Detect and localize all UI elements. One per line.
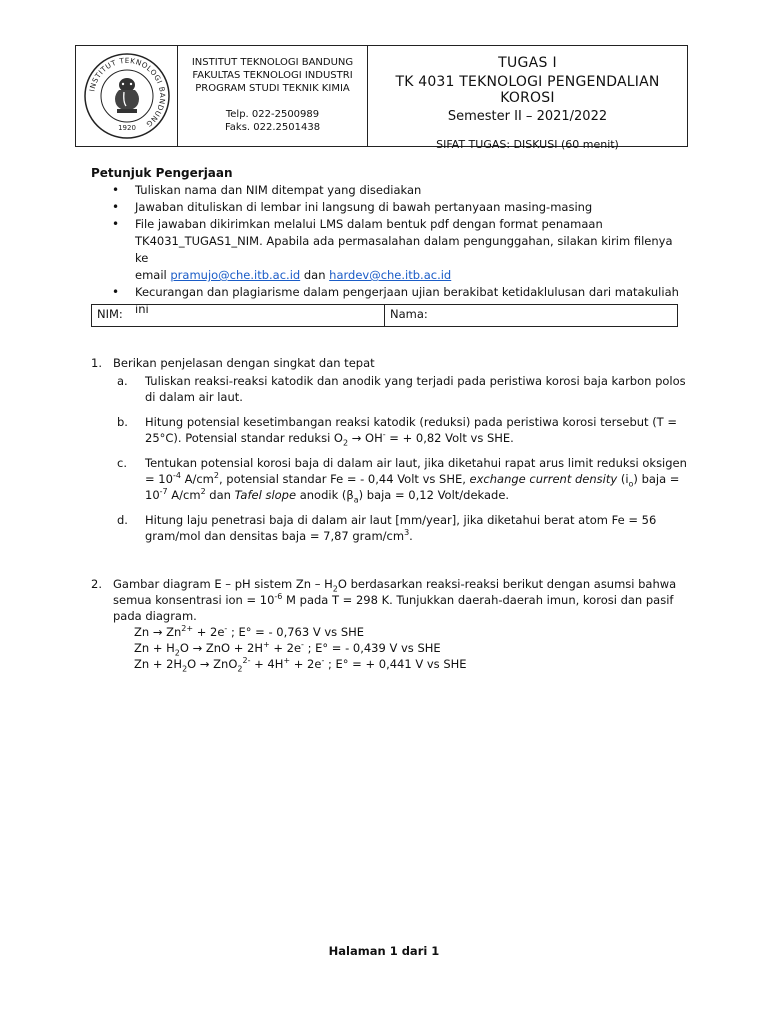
instruction-item: • Kecurangan dan plagiarisme dalam pengerjaan ujian berakibat ketidaklulusan dari matakuliah ini: [112, 284, 682, 318]
nim-field[interactable]: [92, 305, 385, 326]
assignment-nature: SIFAT TUGAS: DISKUSI (60 menit): [436, 138, 619, 151]
semester: Semester II – 2021/2022: [447, 109, 608, 124]
subquestion-d: d. Hitung laju penetrasi baja di dalam air laut [mm/year], jika diketahui berat atom Fe = 56 gram/mol dan densitas baja = 7,87 gram/$cm^3$.: [117, 513, 657, 543]
program-name: PROGRAM STUDI TEKNIK KIMIA: [195, 83, 350, 94]
header-table: [75, 45, 688, 151]
subquestion-c: c. Tentukan potensial korosi baja di dalam air laut, jika diketahui rapat arus limit reduksi oksigen = $10^{-4}$ $A/cm^2$, potensial standar Fe = - 0,44 Volt vs SHE, exchange current density $(i_o)$ baja = $10^{-7}$ $A/cm^2$ dan Tafel slope anodik $(\beta_a)$ baja = 0,12 Volt/dekade.: [117, 456, 687, 505]
reaction-2: $Zn + H_2O$ → ZnO + 2H+ + 2e- ; E° = - 0,439 V vs SHE: [134, 640, 441, 658]
institution-cell: [178, 46, 368, 146]
instructions-title: Petunjuk Pengerjaan: [91, 166, 233, 180]
question-number: 2.: [91, 577, 102, 591]
faculty-name: FAKULTAS TEKNOLOGI INDUSTRI: [192, 70, 353, 81]
question-2: [91, 576, 691, 672]
subquestion-b: b. Hitung potensial kesetimbangan reaksi katodik (reduksi) pada peristiwa korosi tersebut (T = 25°C). Potensial standar reduksi $O_2 \to OH^-$ = + 0,82 Volt vs SHE.: [117, 415, 677, 448]
reaction-1: $Zn \to Zn^{2+} + 2e^-$ ; E° = - 0,763 V vs SHE: [134, 624, 365, 639]
logo-cell: [76, 46, 178, 146]
question-text: Berikan penjelasan dengan singkat dan tepat: [113, 356, 375, 370]
logo-ring-text: INSTITUT TEKNOLOGI BANDUNG: [86, 55, 167, 130]
fax-number: Faks. 022.2501438: [224, 122, 321, 133]
question-1: [91, 355, 691, 544]
question-text: Gambar diagram E – pH sistem Zn – $H_2O$ berdasarkan reaksi-reaksi berikut dengan asumsi bahwa semua konsentrasi ion = $10^{-6}$ M pada T = 298 K. Tunjukkan daerah-daerah imun, korosi dan pasif pada diagram.: [113, 577, 677, 623]
instruction-item: • Jawaban dituliskan di lembar ini langsung di bawah pertanyaan masing-masing: [112, 199, 682, 216]
logo-year: 1920: [117, 124, 136, 132]
course-name: TK 4031 TEKNOLOGI PENGENDALIAN KOROSI: [395, 74, 660, 106]
name-field[interactable]: [385, 305, 433, 326]
reaction-3: $Zn + 2H_2O \to ZnO_2^{2-} + 4H^+ + 2e^-$ ; E° = + 0,441 V vs SHE: [134, 656, 467, 674]
email-link-hardev[interactable]: hardev@che.itb.ac.id: [329, 268, 452, 282]
question-number: 1.: [91, 356, 102, 370]
email-link-pramujo[interactable]: pramujo@che.itb.ac.id: [170, 268, 301, 282]
nim-label: NIM:: [97, 307, 123, 321]
course-cell: [368, 46, 687, 151]
assignment-title: TUGAS I: [498, 55, 557, 71]
institution-name: INSTITUT TEKNOLOGI BANDUNG: [191, 57, 354, 68]
page-footer: Halaman 1 dari 1: [328, 944, 440, 958]
phone-number: Telp. 022-2500989: [225, 109, 320, 120]
itb-logo-icon: [83, 52, 171, 140]
instruction-item: • Tuliskan nama dan NIM ditempat yang disediakan: [112, 182, 682, 199]
instruction-item: • File jawaban dikirimkan melalui LMS dalam bentuk pdf dengan format penamaan TK4031_TUGAS1_NIM. Apabila ada permasalahan dalam pengunggahan, silakan kirim filenya ke email pramujo@che.itb.ac.id dan hardev@che.itb.ac.id: [112, 216, 682, 284]
identity-table: [91, 304, 678, 327]
subquestion-a: a. Tuliskan reaksi-reaksi katodik dan anodik yang terjadi pada peristiwa korosi baja karbon polos di dalam air laut.: [117, 374, 686, 404]
instructions-list: [112, 182, 682, 318]
name-label: Nama:: [390, 307, 428, 321]
